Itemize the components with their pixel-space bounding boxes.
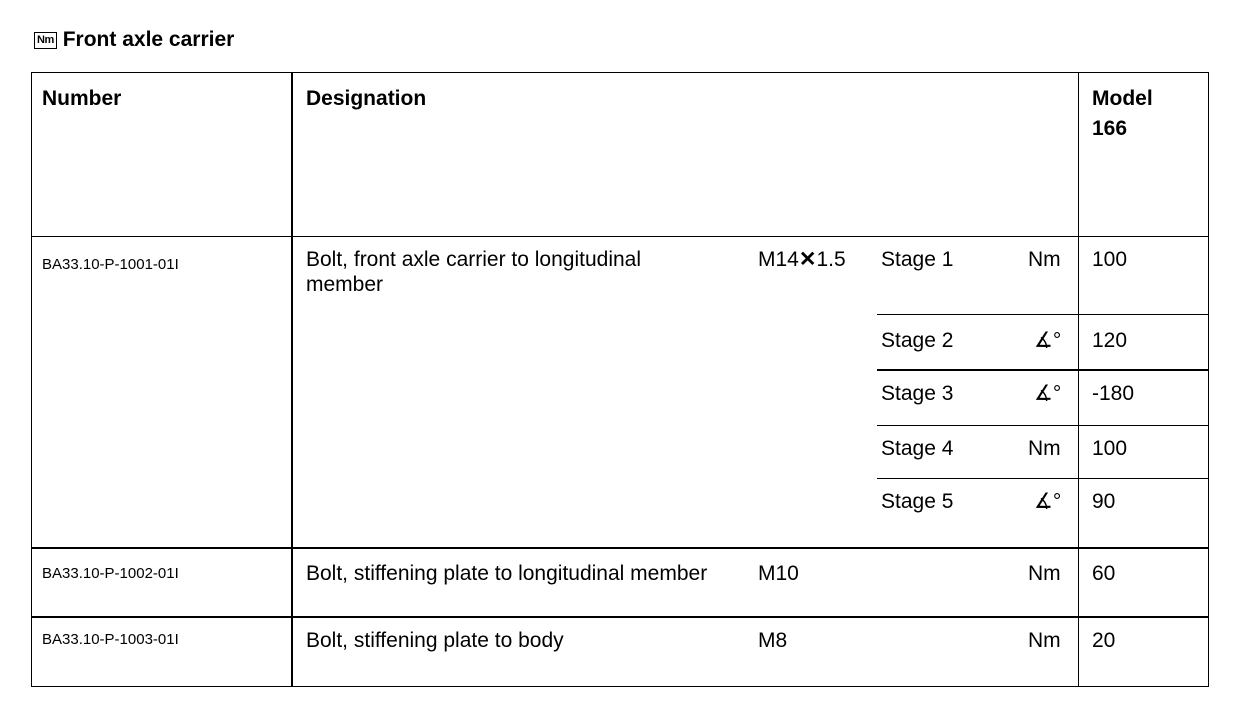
divider — [31, 547, 1209, 549]
thread-size — [758, 247, 846, 273]
stage-value: 100 — [1092, 437, 1128, 460]
divider — [31, 236, 1209, 237]
thread-diameter: M14 — [758, 248, 799, 271]
stage-unit: Nm — [1028, 562, 1061, 585]
stage-label: Stage 1 — [881, 248, 954, 271]
divider — [877, 425, 1209, 426]
header-designation: Designation — [306, 87, 427, 110]
stage-value: 60 — [1092, 562, 1116, 585]
designation-cont: member — [306, 273, 384, 296]
thread-size: M10 — [758, 562, 799, 585]
designation: Bolt, stiffening plate to longitudinal member — [306, 562, 708, 585]
angle-icon: ∡° — [1034, 382, 1062, 405]
stage-value: 120 — [1092, 329, 1128, 352]
stage-label: Stage 5 — [881, 490, 954, 513]
header-number: Number — [42, 87, 122, 110]
angle-icon: ∡° — [1034, 490, 1062, 513]
thread-size: M8 — [758, 629, 788, 652]
stage-value: -180 — [1092, 382, 1135, 405]
stage-label: Stage 4 — [881, 437, 954, 460]
multiply-icon: ✕ — [798, 248, 817, 271]
divider — [1078, 72, 1079, 687]
title-text: Front axle carrier — [62, 28, 235, 51]
header-model: Model — [1092, 87, 1153, 110]
stage-value: 20 — [1092, 629, 1116, 652]
nm-icon: Nm — [34, 32, 57, 49]
stage-unit: Nm — [1028, 629, 1061, 652]
divider — [877, 314, 1209, 315]
divider — [877, 478, 1209, 479]
header-model-number: 166 — [1092, 117, 1128, 140]
part-number: BA33.10-P-1003-01I — [42, 631, 179, 648]
page-title — [34, 26, 234, 54]
divider — [291, 72, 293, 687]
stage-unit: Nm — [1028, 437, 1061, 460]
stage-unit: Nm — [1028, 248, 1061, 271]
part-number: BA33.10-P-1002-01I — [42, 565, 179, 582]
torque-table — [31, 72, 1209, 687]
stage-label: Stage 2 — [881, 329, 954, 352]
divider — [31, 616, 1209, 618]
stage-value: 90 — [1092, 490, 1116, 513]
stage-label: Stage 3 — [881, 382, 954, 405]
designation: Bolt, front axle carrier to longitudinal — [306, 248, 642, 271]
designation: Bolt, stiffening plate to body — [306, 629, 564, 652]
thread-pitch: 1.5 — [816, 248, 846, 271]
stage-value: 100 — [1092, 248, 1128, 271]
divider — [877, 369, 1209, 371]
part-number: BA33.10-P-1001-01I — [42, 256, 179, 273]
angle-icon: ∡° — [1034, 329, 1062, 352]
